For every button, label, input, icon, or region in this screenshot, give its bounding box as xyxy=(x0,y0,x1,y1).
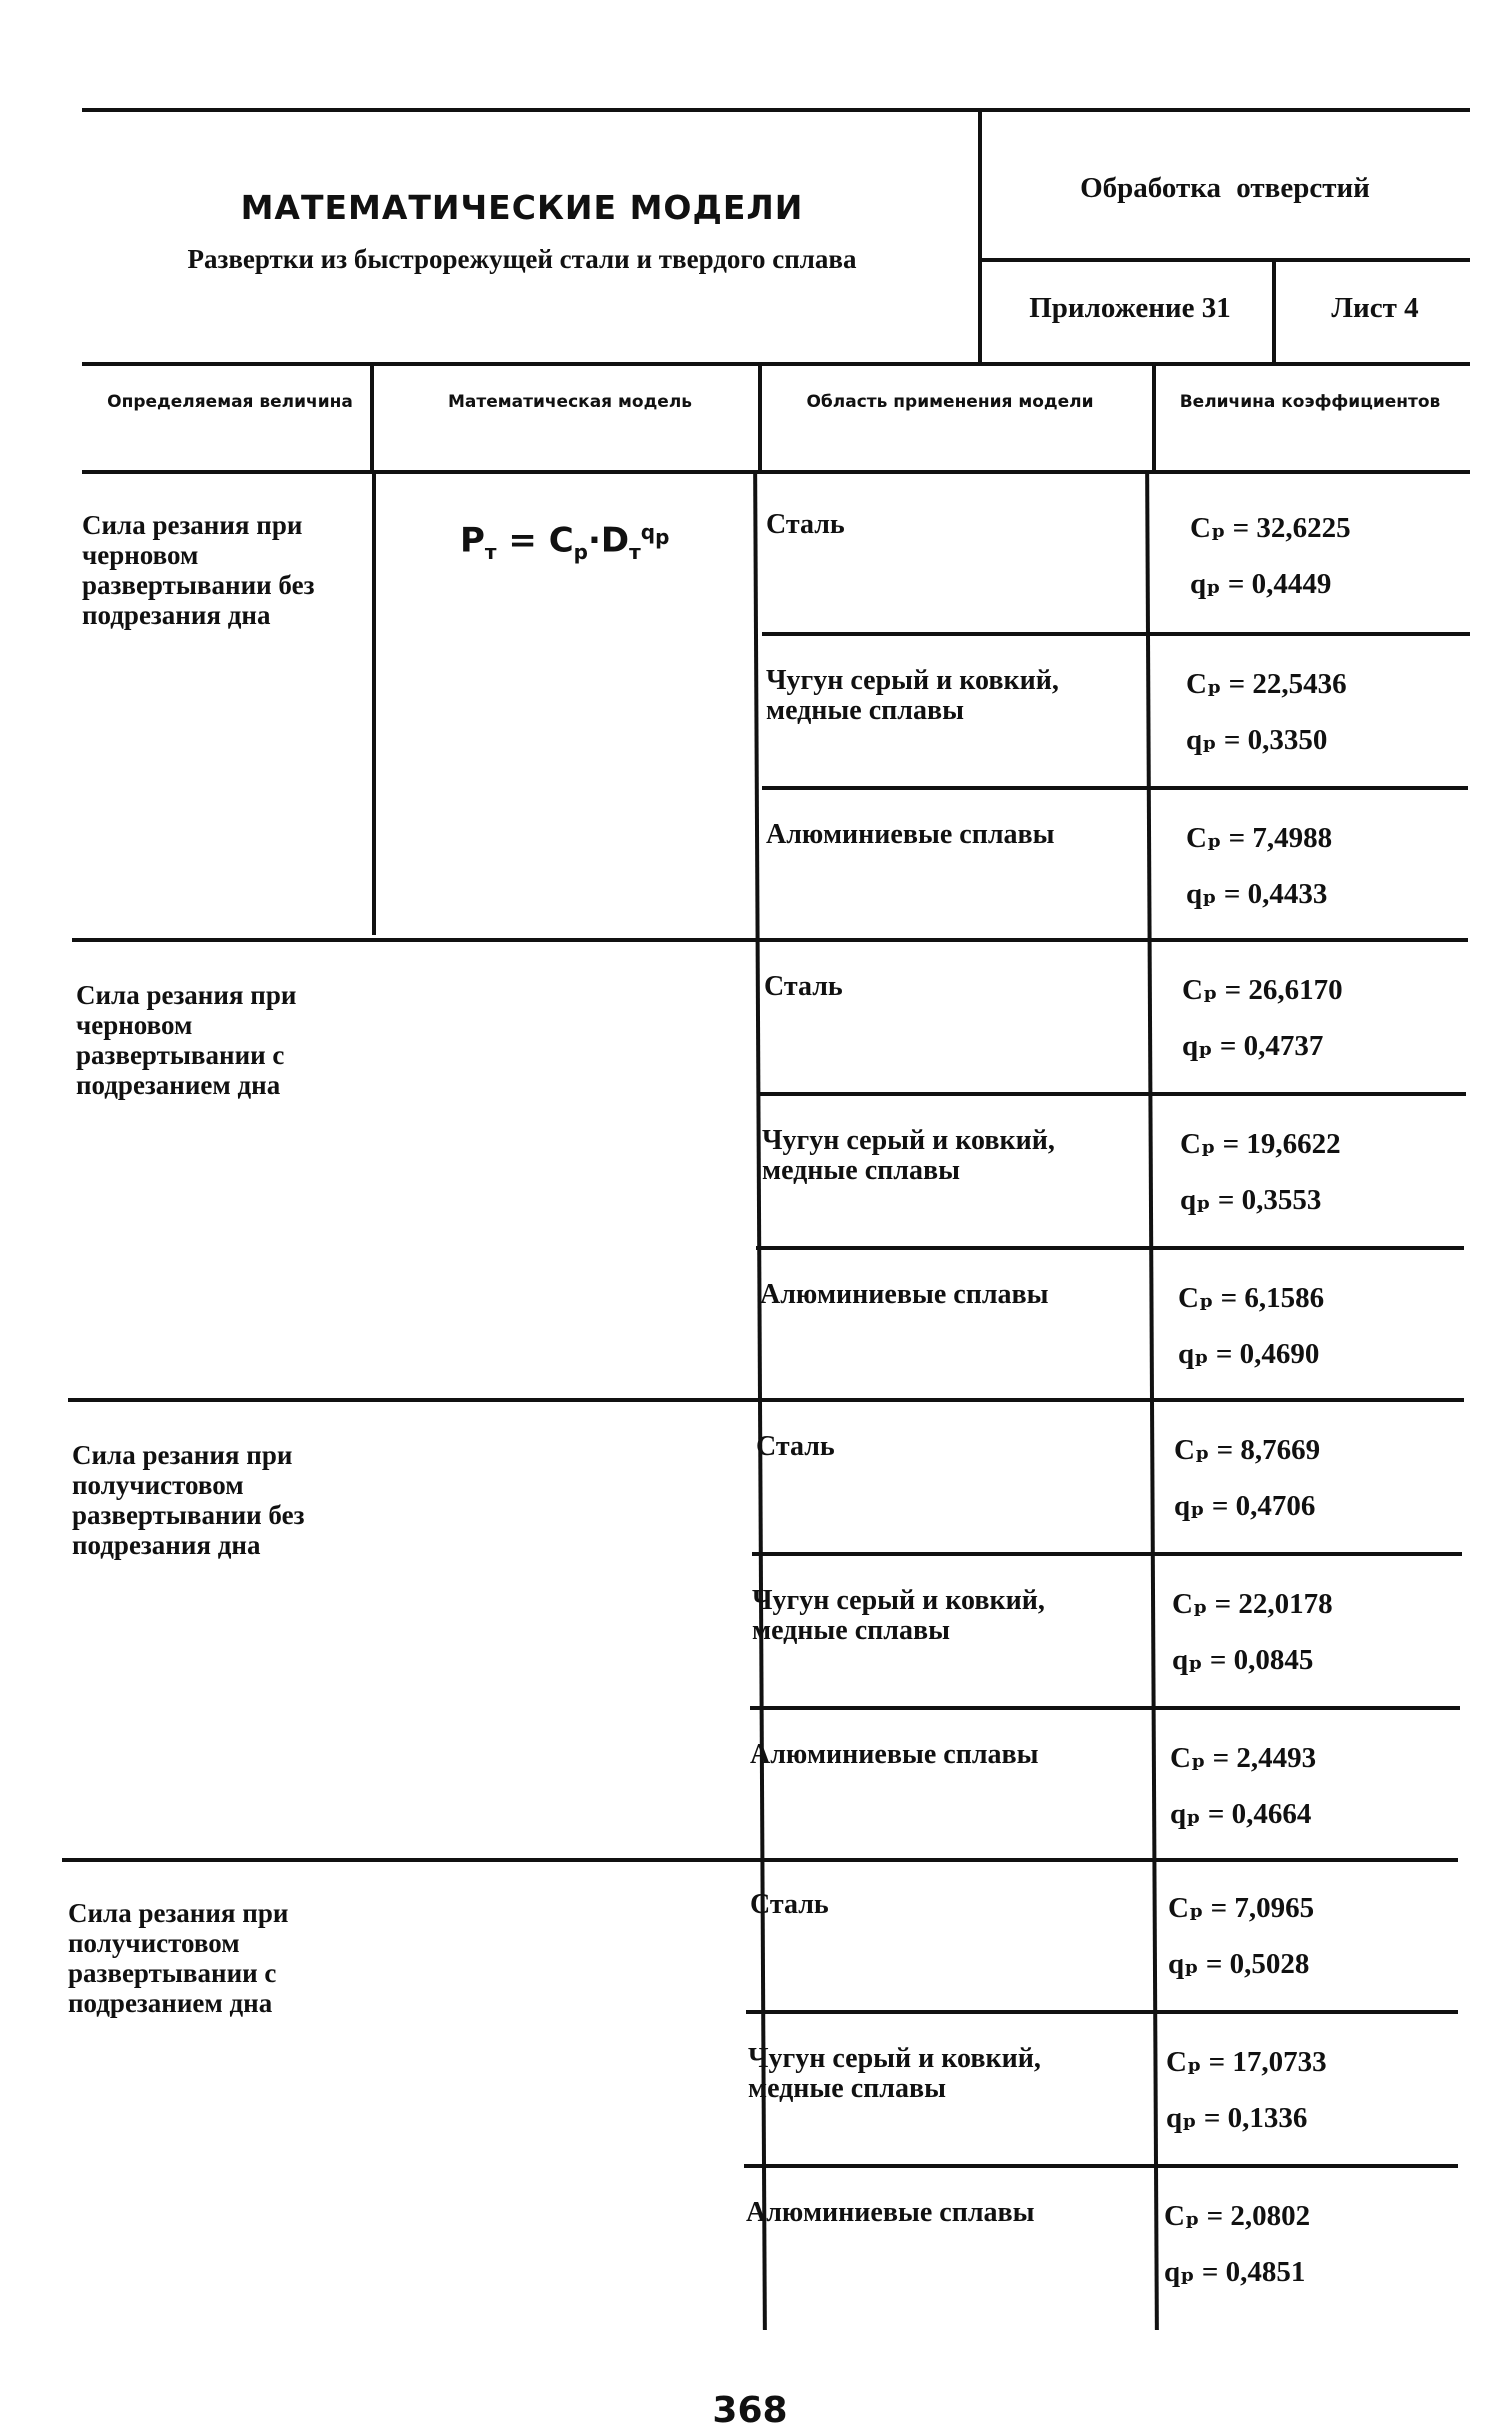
coefficient-q: qₚ = 0,4737 xyxy=(1182,1030,1324,1062)
formula-lhs: P xyxy=(460,520,485,561)
material-cell: Чугун серый и ковкий, медные сплавы xyxy=(762,1125,1055,1186)
column-divider-3 xyxy=(1152,366,1156,470)
header-mid-rule xyxy=(978,258,1470,262)
quantity-cell: Сила резания при получистовом развертывании без подрезания дна xyxy=(72,1440,305,1560)
math-model-formula xyxy=(460,520,669,564)
group-rule xyxy=(68,1398,1464,1402)
row-rule xyxy=(746,2010,1458,2014)
material-cell: Чугун серый и ковкий, медные сплавы xyxy=(752,1585,1045,1646)
material-cell: Чугун серый и ковкий, медные сплавы xyxy=(766,665,1059,726)
coefficient-q: qₚ = 0,3350 xyxy=(1186,724,1328,756)
column-divider-1-body xyxy=(372,470,376,935)
column-header-coefficients: Величина коэффициентов xyxy=(1179,392,1441,412)
coefficient-c: Cₚ = 22,0178 xyxy=(1172,1588,1333,1620)
formula-d: D xyxy=(600,520,630,561)
material-cell: Алюминиевые сплавы xyxy=(766,819,1055,850)
formula-d-sup-sub: p xyxy=(655,525,670,549)
column-header-quantity: Определяемая величина xyxy=(107,392,353,412)
coefficient-c: Cₚ = 2,4493 xyxy=(1170,1742,1317,1774)
column-header-model: Математическая модель xyxy=(447,392,693,412)
material-cell: Сталь xyxy=(764,971,843,1002)
coefficient-c: Cₚ = 7,4988 xyxy=(1186,822,1333,854)
row-rule xyxy=(762,786,1468,790)
formula-d-sub: т xyxy=(629,540,641,565)
section-label: Обработка отверстий xyxy=(1080,172,1370,204)
coefficient-c: Cₚ = 7,0965 xyxy=(1168,1892,1315,1924)
formula-c-sub: p xyxy=(573,540,588,565)
coefficient-q: qₚ = 0,4690 xyxy=(1178,1338,1320,1370)
material-cell: Сталь xyxy=(766,509,845,540)
header-divider-sheet xyxy=(1272,262,1276,362)
page-subtitle: Развертки из быстрорежущей стали и твердого сплава xyxy=(187,244,857,274)
coefficient-q: qₚ = 0,4664 xyxy=(1170,1798,1312,1830)
group-rule xyxy=(62,1858,1458,1862)
coefficient-q: qₚ = 0,4433 xyxy=(1186,878,1328,910)
formula-c: C xyxy=(548,520,574,561)
quantity-cell: Сила резания при черновом развертывании с подрезанием дна xyxy=(76,980,297,1100)
row-rule xyxy=(762,632,1470,636)
page-title: МАТЕМАТИЧЕСКИЕ МОДЕЛИ xyxy=(240,188,804,227)
material-cell: Сталь xyxy=(750,1889,829,1920)
appendix-label: Приложение 31 xyxy=(1029,292,1231,324)
coefficient-c: Cₚ = 22,5436 xyxy=(1186,668,1347,700)
coefficient-q: qₚ = 0,1336 xyxy=(1166,2102,1308,2134)
coefficient-q: qₚ = 0,4706 xyxy=(1174,1490,1316,1522)
row-rule xyxy=(756,1246,1464,1250)
material-cell: Чугун серый и ковкий, медные сплавы xyxy=(748,2043,1041,2104)
header-top-rule xyxy=(82,108,1470,112)
column-header-rule xyxy=(82,470,1470,474)
formula-dot: · xyxy=(587,520,601,561)
material-cell: Алюминиевые сплавы xyxy=(760,1279,1049,1310)
formula-equals: = xyxy=(508,520,537,561)
material-cell: Алюминиевые сплавы xyxy=(746,2197,1035,2228)
coefficient-c: Cₚ = 2,0802 xyxy=(1164,2200,1311,2232)
quantity-cell: Сила резания при получистовом развертывании с подрезанием дна xyxy=(68,1898,289,2018)
formula-lhs-sub: т xyxy=(484,540,497,565)
row-rule xyxy=(750,1706,1460,1710)
material-cell: Алюминиевые сплавы xyxy=(750,1739,1039,1770)
coefficient-q: qₚ = 0,0845 xyxy=(1172,1644,1314,1676)
coefficient-c: Cₚ = 26,6170 xyxy=(1182,974,1343,1006)
coefficient-q: qₚ = 0,5028 xyxy=(1168,1948,1310,1980)
coefficient-c: Cₚ = 8,7669 xyxy=(1174,1434,1321,1466)
column-header-scope: Область применения модели xyxy=(806,392,1094,412)
column-divider-1 xyxy=(370,366,374,470)
column-divider-2 xyxy=(758,366,762,470)
coefficient-c: Cₚ = 17,0733 xyxy=(1166,2046,1327,2078)
coefficient-q: qₚ = 0,4449 xyxy=(1190,568,1332,600)
header-bottom-rule xyxy=(82,362,1470,366)
formula-d-sup: q xyxy=(640,520,656,544)
coefficient-c: Cₚ = 32,6225 xyxy=(1190,512,1351,544)
material-cell: Сталь xyxy=(756,1431,835,1462)
coefficient-q: qₚ = 0,3553 xyxy=(1180,1184,1322,1216)
sheet-label: Лист 4 xyxy=(1331,292,1419,324)
coefficient-c: Cₚ = 19,6622 xyxy=(1180,1128,1341,1160)
group-rule xyxy=(72,938,1468,942)
coefficient-q: qₚ = 0,4851 xyxy=(1164,2256,1306,2288)
row-rule xyxy=(758,1092,1466,1096)
row-rule xyxy=(752,1552,1462,1556)
quantity-cell: Сила резания при черновом развертывании без подрезания дна xyxy=(82,510,315,630)
coefficient-c: Cₚ = 6,1586 xyxy=(1178,1282,1325,1314)
header-divider xyxy=(978,112,982,362)
page-number: 368 xyxy=(712,2390,788,2431)
row-rule xyxy=(744,2164,1458,2168)
